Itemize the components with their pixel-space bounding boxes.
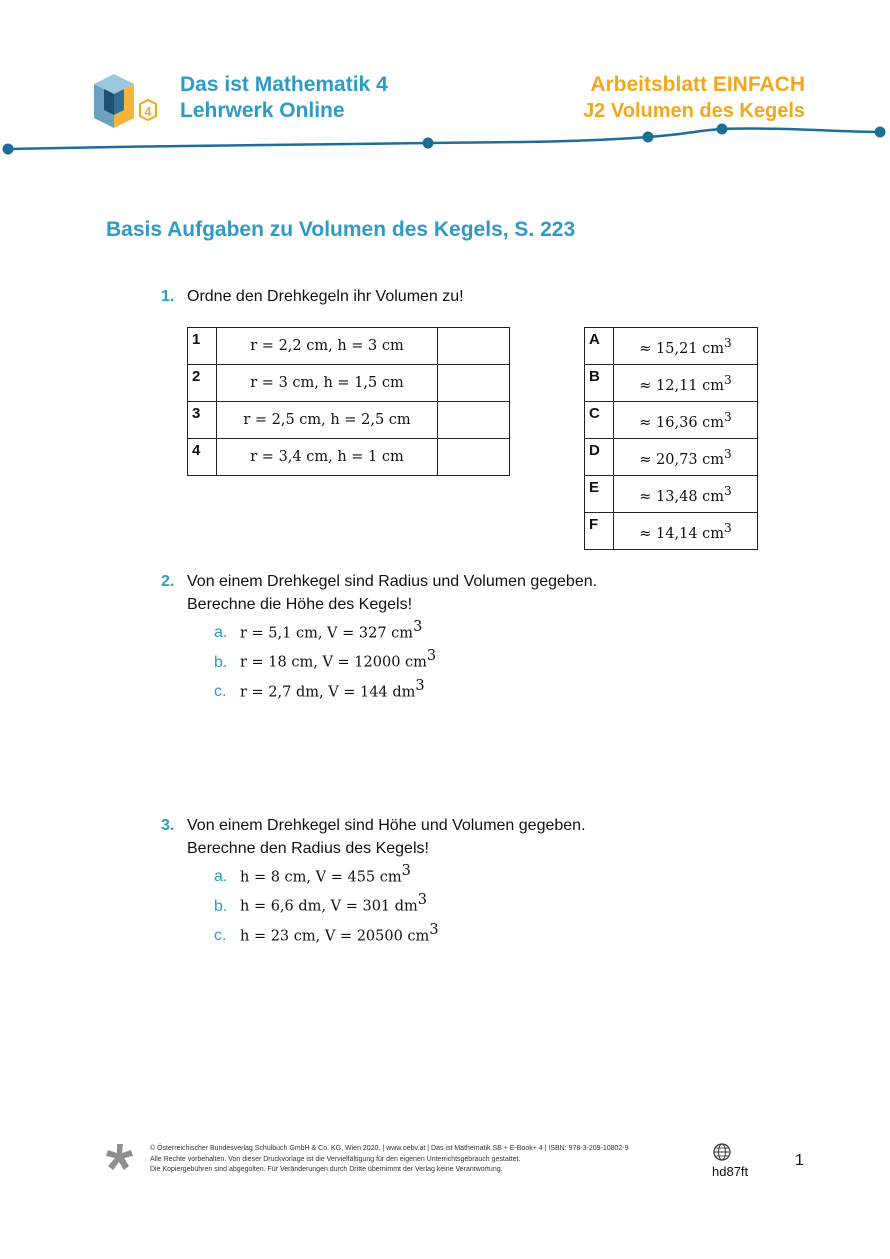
subtask: b. h = 6,6 dm, V = 301 $dm^3$ bbox=[214, 892, 428, 915]
answer-cell[interactable] bbox=[438, 365, 510, 402]
volume-table bbox=[584, 327, 758, 550]
globe-icon[interactable] bbox=[712, 1142, 732, 1162]
cone-dimensions: r = 3,4 cm, h = 1 cm bbox=[217, 439, 438, 476]
task-text: Berechne die Höhe des Kegels! bbox=[187, 596, 413, 613]
row-id: 3 bbox=[188, 402, 217, 439]
subtask-list bbox=[187, 616, 597, 704]
page-title: Basis Aufgaben zu Volumen des Kegels, S. 223 bbox=[106, 218, 576, 241]
subtask: c. r = 2,7 dm, V = 144 $dm^3$ bbox=[214, 677, 425, 700]
table-row bbox=[585, 328, 758, 365]
table-row bbox=[188, 365, 510, 402]
wave-dot bbox=[643, 132, 654, 143]
row-id: C bbox=[585, 402, 614, 439]
series-title bbox=[180, 72, 388, 124]
page-number: 1 bbox=[795, 1152, 804, 1169]
table-row bbox=[188, 439, 510, 476]
table-row bbox=[585, 476, 758, 513]
table-row bbox=[188, 328, 510, 365]
volume-value: ≈ 20,73 $cm^3$ bbox=[614, 439, 758, 476]
table-row bbox=[585, 365, 758, 402]
task-text: Berechne den Radius des Kegels! bbox=[187, 840, 429, 857]
wave-dot bbox=[717, 124, 728, 135]
volume-value: ≈ 14,14 $cm^3$ bbox=[614, 513, 758, 550]
publisher-logo-icon bbox=[104, 1141, 136, 1173]
wave-dot bbox=[423, 138, 434, 149]
task-text: Von einem Drehkegel sind Radius und Volumen gegeben. bbox=[187, 573, 598, 590]
task-1 bbox=[161, 285, 464, 308]
table-row bbox=[188, 402, 510, 439]
answer-cell[interactable] bbox=[438, 439, 510, 476]
subtask: c. h = 23 cm, V = 20500 $cm^3$ bbox=[214, 921, 439, 944]
task-2 bbox=[161, 570, 598, 704]
subtask-list bbox=[187, 860, 586, 948]
logo-digit: 4 bbox=[144, 104, 152, 119]
sheet-topic: J2 Volumen des Kegels bbox=[583, 100, 805, 122]
row-id: 2 bbox=[188, 365, 217, 402]
subtask: b. r = 18 cm, V = 12000 $cm^3$ bbox=[214, 648, 437, 671]
row-id: 4 bbox=[188, 439, 217, 476]
row-id: A bbox=[585, 328, 614, 365]
footer-copyright: © Österreichischer Bundesverlag Schulbuch GmbH & Co. KG, Wien 2020. | www.oebv.at | Das ist Mathematik SB + E-Book+ 4 | ISBN: 978-3-209-10802-9 Alle Rechte vorbehalten. Von dieser Druckvorlage ist die Vervielfältigung für den eigenen Unterrichtsgebrauch gestattet. Die Kopiergebühren sind abgegolten. Für Veränderungen durch Dritte übernimmt der Verlag keine Verantwortung. bbox=[150, 1145, 629, 1173]
volume-value: ≈ 16,36 $cm^3$ bbox=[614, 402, 758, 439]
sheet-heading bbox=[583, 72, 805, 124]
volume-value: ≈ 12,11 $cm^3$ bbox=[614, 365, 758, 402]
wave-dot bbox=[3, 144, 14, 155]
subtask: a. r = 5,1 cm, V = 327 $cm^3$ bbox=[214, 619, 423, 642]
header-wave-line bbox=[0, 118, 890, 163]
row-id: E bbox=[585, 476, 614, 513]
volume-value: ≈ 13,48 $cm^3$ bbox=[614, 476, 758, 513]
cone-dimensions: r = 2,5 cm, h = 2,5 cm bbox=[217, 402, 438, 439]
task-text: Von einem Drehkegel sind Höhe und Volumen gegeben. bbox=[187, 817, 586, 834]
task-number: 3. bbox=[161, 817, 175, 834]
wave-dot bbox=[875, 127, 886, 138]
table-row bbox=[585, 439, 758, 476]
sheet-type: Arbeitsblatt EINFACH bbox=[590, 73, 805, 96]
task-number: 2. bbox=[161, 573, 175, 590]
answer-cell[interactable] bbox=[438, 402, 510, 439]
answer-cell[interactable] bbox=[438, 328, 510, 365]
series-title-line2: Lehrwerk Online bbox=[180, 99, 345, 122]
row-id: D bbox=[585, 439, 614, 476]
task-text: Ordne den Drehkegeln ihr Volumen zu! bbox=[187, 288, 464, 305]
task-number: 1. bbox=[161, 288, 175, 305]
cone-dimensions: r = 2,2 cm, h = 3 cm bbox=[217, 328, 438, 365]
table-row bbox=[585, 513, 758, 550]
subtask: a. h = 8 cm, V = 455 $cm^3$ bbox=[214, 863, 411, 886]
online-code[interactable]: hd87ft bbox=[712, 1164, 749, 1179]
volume-value: ≈ 15,21 $cm^3$ bbox=[614, 328, 758, 365]
cone-dimensions: r = 3 cm, h = 1,5 cm bbox=[217, 365, 438, 402]
table-row bbox=[585, 402, 758, 439]
series-title-line1: Das ist Mathematik 4 bbox=[180, 73, 388, 96]
task-3 bbox=[161, 814, 586, 948]
row-id: F bbox=[585, 513, 614, 550]
cone-table bbox=[187, 327, 510, 476]
row-id: 1 bbox=[188, 328, 217, 365]
row-id: B bbox=[585, 365, 614, 402]
